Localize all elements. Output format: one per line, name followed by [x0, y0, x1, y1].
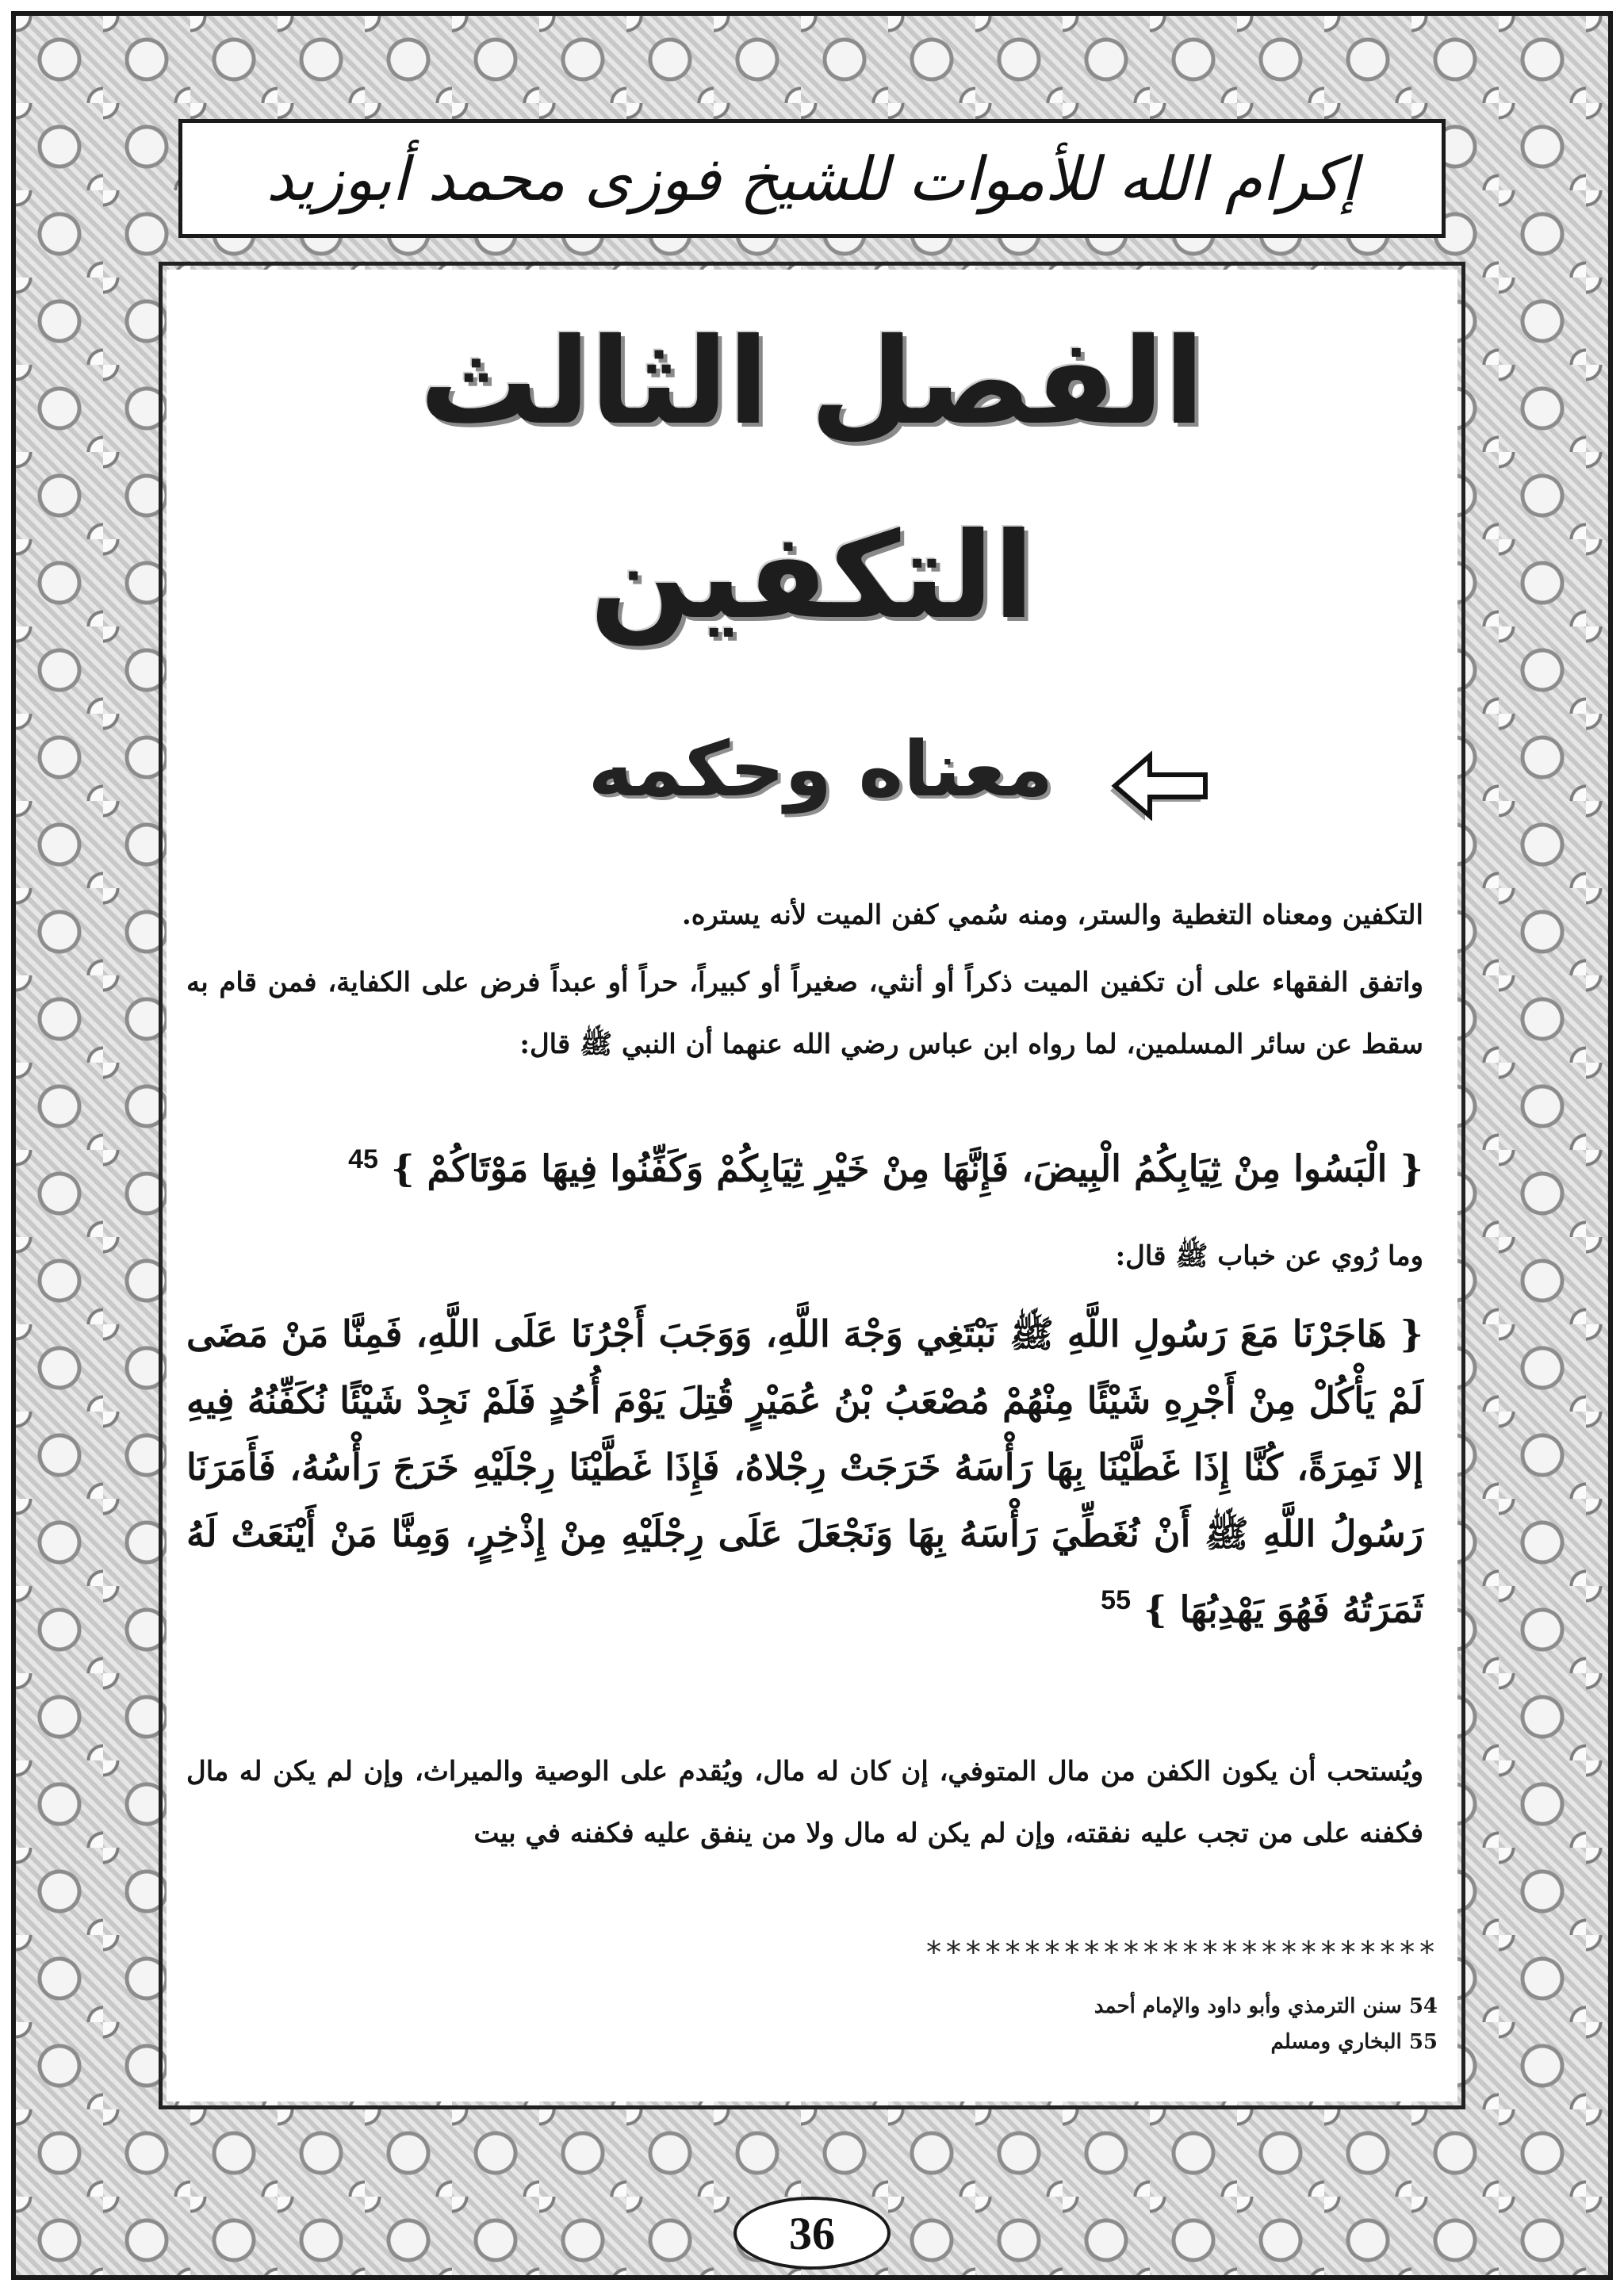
footnote-ref-55: 55 — [1101, 1585, 1131, 1615]
section-heading-text: معناه وحكمه — [588, 725, 1053, 814]
hadith-quote-1 — [186, 1126, 1423, 1201]
footnote-54: 54 سنن الترمذي وأبو داود والإمام أحمد — [1094, 1994, 1438, 2018]
header-banner — [178, 119, 1446, 238]
paragraph-recommendation: ويُستحب أن يكون الكفن من مال المتوفي، إن كان له مال، ويُقدم على الوصية والميراث، وإن لم يكن له مال فكفنه على من تجب عليه نفقته، وإن لم يكن له مال ولا من ينفق عليه فكفنه في بيت — [186, 1756, 1423, 1849]
hadith-1-text: { الْبَسُوا مِنْ ثِيَابِكُمُ الْبِيضَ، فَإِنَّهَا مِنْ خَيْرِ ثِيَابِكُمْ وَكَفِّنُوا فِيهَا مَوْتَاكُمْ } — [390, 1147, 1423, 1190]
paragraph-khabbab: وما رُوي عن خباب ﷺ قال: — [1115, 1240, 1423, 1272]
book-title: إكرام الله للأموات للشيخ فوزى محمد أبوزيد — [266, 143, 1358, 214]
footnote-ref-45: 45 — [348, 1144, 378, 1174]
section-heading — [588, 718, 1212, 821]
footnote-55: 55 البخاري ومسلم — [1270, 2030, 1438, 2054]
arrow-icon — [1109, 718, 1212, 821]
hadith-quote-2 — [186, 1301, 1423, 1642]
paragraph-definition: التكفين ومعناه التغطية والستر، ومنه سُمي كفن الميت لأنه يستره. — [681, 899, 1423, 931]
paragraph-ruling: واتفق الفقهاء على أن تكفين الميت ذكراً أو أنثي، صغيراً أو كبيراً، حراً أو عبداً فرض على الكفاية، فمن قام به سقط عن سائر المسلمين، لما رواه ابن عباس رضي الله عنهما أن النبي ﷺ قال: — [186, 967, 1423, 1060]
footnote-separator: ************************** — [925, 1935, 1438, 1970]
hadith-2-text: { هَاجَرْنَا مَعَ رَسُولِ اللَّهِ ﷺ نَبْتَغِي وَجْهَ اللَّهِ، وَوَجَبَ أَجْرُنَا عَلَى اللَّهِ، فَمِنَّا مَنْ مَضَى لَمْ يَأْكُلْ مِنْ أَجْرِهِ شَيْئًا مِنْهُمْ مُصْعَبُ بْنُ عُمَيْرٍ قُتِلَ يَوْمَ أُحُدٍ فَلَمْ نَجِدْ شَيْئًا نُكَفِّنُهُ فِيهِ إلا نَمِرَةً، كُنَّا إِذَا غَطَّيْنَا بِهَا رَأْسَهُ خَرَجَتْ رِجْلاهُ، فَإِذَا غَطَّيْنَا رِجْلَيْهِ خَرَجَ رَأْسُهُ، فَأَمَرَنَا رَسُولُ اللَّهِ ﷺ أَنْ نُغَطِّيَ رَأْسَهُ بِهَا وَنَجْعَلَ عَلَى رِجْلَيْهِ مِنْ إِذْخِرٍ، وَمِنَّا مَنْ أَيْنَعَتْ لَهُ ثَمَرَتُهُ فَهُوَ يَهْدِبُهَا } — [186, 1312, 1423, 1631]
page-number: 36 — [733, 2197, 891, 2270]
chapter-title: الفصل الثالث — [419, 313, 1205, 451]
chapter-subtitle: التكفين — [589, 508, 1035, 646]
